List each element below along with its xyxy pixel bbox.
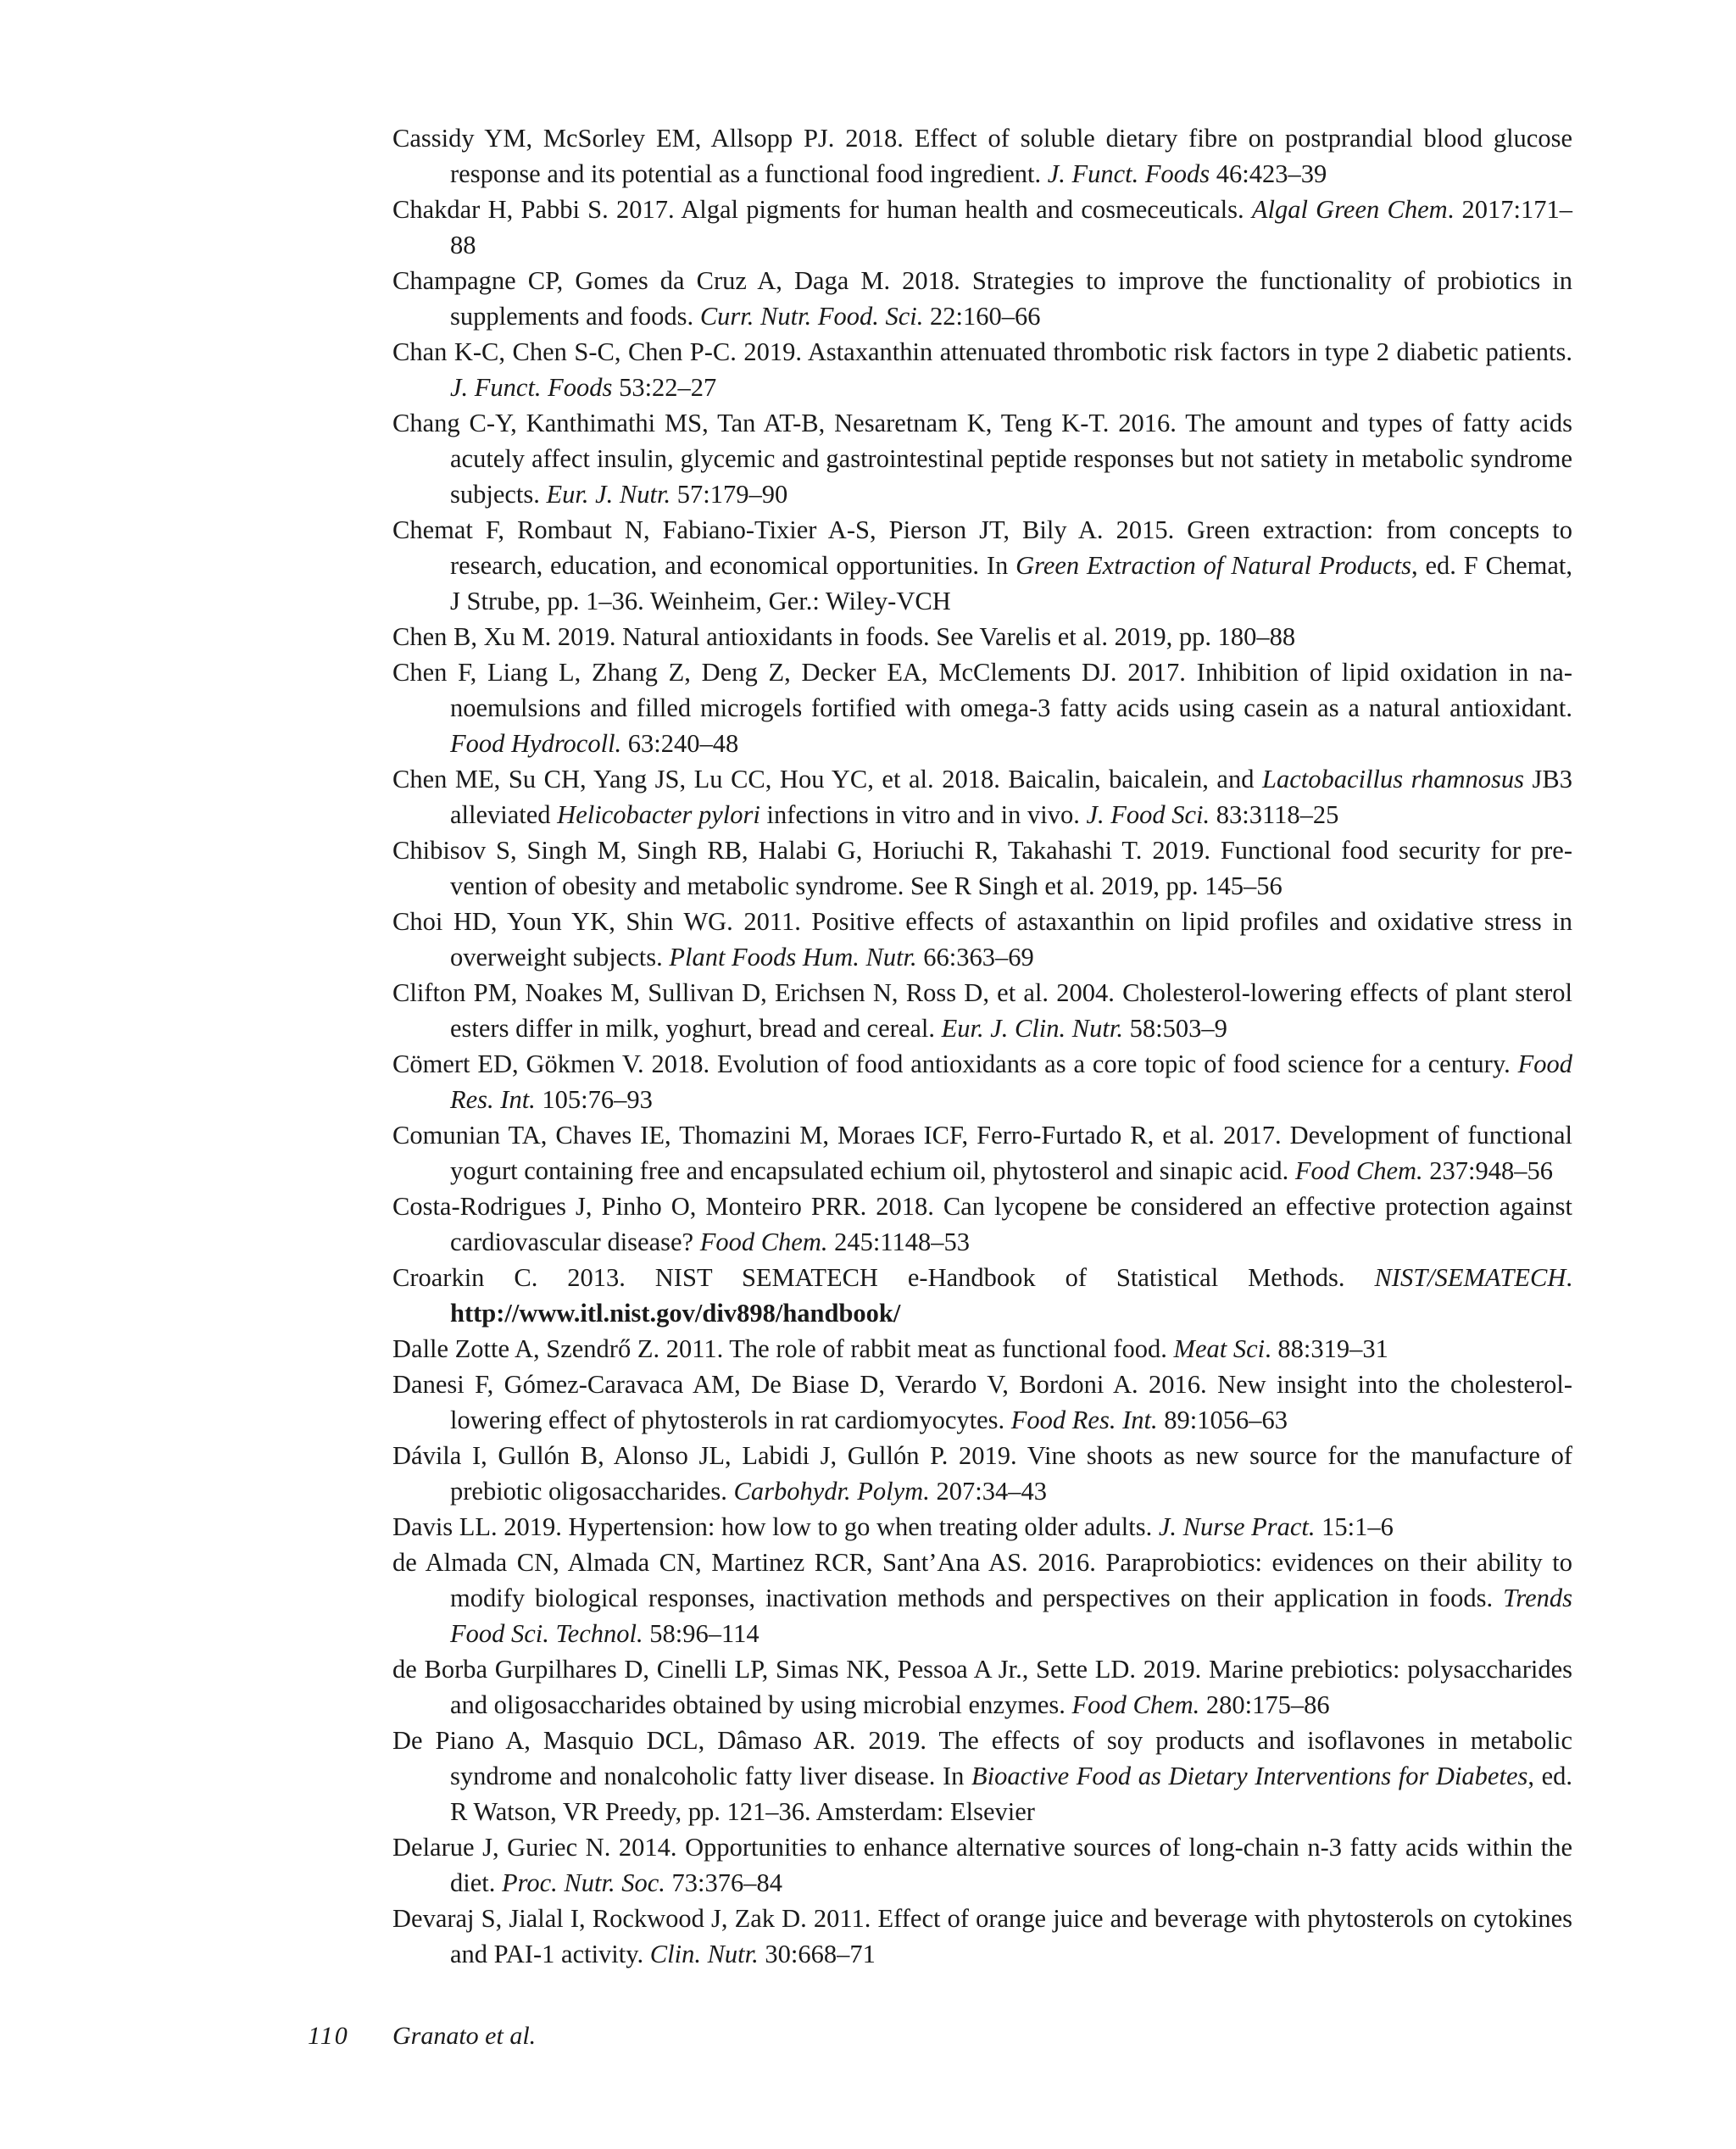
reference-text: Dávila I, Gullón B, Alonso JL, Labidi J, Gullón P. 2019. Vine shoots as new source for the manufacture of prebiotic oligosaccharides. (392, 1441, 1572, 1506)
reference-text: 89:1056–63 (1157, 1406, 1288, 1434)
reference-text: 57:179–90 (670, 480, 788, 509)
reference-text: , ed. F Chemat, J Strube, pp. 1–36. Weinheim, Ger.: Wiley-VCH (450, 551, 1573, 615)
reference-text: . 88:319–31 (1265, 1334, 1388, 1363)
reference-entry (392, 192, 1572, 263)
reference-italic-text: Clin. Nutr. (649, 1940, 759, 1968)
reference-entry (392, 904, 1572, 975)
reference-italic-text: Eur. J. Nutr. (546, 480, 671, 509)
reference-url[interactable]: http://www.itl.nist.gov/div898/handbook/ (450, 1299, 901, 1328)
reference-italic-text: Curr. Nutr. Food. Sci. (699, 302, 924, 331)
reference-text: 15:1–6 (1315, 1512, 1394, 1541)
reference-text: de Almada CN, Almada CN, Martinez RCR, Sant’Ana AS. 2016. Paraprobiotics: evidences on their ability to modify biological responses, inactivation methods and perspectives on their application in foods. (392, 1548, 1572, 1612)
reference-text: 105:76–93 (535, 1085, 653, 1114)
reference-text: 58:96–114 (643, 1619, 760, 1648)
reference-entry (392, 975, 1572, 1046)
reference-entry (392, 405, 1572, 512)
reference-text: Danesi F, Gómez-Caravaca AM, De Biase D, Verardo V, Bordoni A. 2016. New insight into the cholesterol-lowering effect of phytosterols in rat cardiomyocytes. (392, 1370, 1572, 1434)
reference-entry (392, 1117, 1572, 1189)
reference-italic-text: Algal Green Chem (1251, 195, 1448, 224)
reference-entry (392, 1046, 1572, 1117)
reference-text: . 2017:171–88 (450, 195, 1572, 259)
reference-entry (392, 1829, 1572, 1901)
reference-italic-text: Food Res. Int. (1010, 1406, 1158, 1434)
reference-entry (392, 654, 1572, 761)
reference-entry (392, 1509, 1572, 1545)
reference-text: 73:376–84 (665, 1868, 782, 1897)
reference-entry (392, 512, 1572, 619)
reference-italic-text: Proc. Nutr. Soc. (502, 1868, 665, 1897)
page-number: 110 (308, 2022, 349, 2050)
reference-entry (392, 761, 1572, 832)
reference-italic-text: J. Funct. Foods (450, 373, 613, 402)
reference-text: Champagne CP, Gomes da Cruz A, Daga M. 2018. Strategies to improve the functionality of probiotics in supplements and foods. (392, 266, 1572, 331)
reference-entry (392, 1723, 1572, 1829)
reference-italic-text: Lactobacillus rhamnosus (1262, 765, 1524, 793)
reference-text: 280:175–86 (1199, 1690, 1330, 1719)
reference-italic-text: Food Res. Int. (450, 1049, 1572, 1114)
reference-text: Costa-Rodrigues J, Pinho O, Monteiro PRR. 2018. Can lycopene be considered an effective protection against cardiovascular disease? (392, 1192, 1572, 1256)
reference-list (392, 120, 1572, 1972)
reference-italic-text: Plant Foods Hum. Nutr. (669, 943, 917, 972)
reference-italic-text: J. Funct. Foods (1047, 159, 1210, 188)
reference-italic-text: J. Food Sci. (1086, 800, 1210, 829)
reference-text: Croarkin C. 2013. NIST SEMATECH e-Handbook of Statistical Methods. (392, 1263, 1375, 1292)
reference-text: Davis LL. 2019. Hypertension: how low to go when treating older adults. (392, 1512, 1159, 1541)
reference-text: Chibisov S, Singh M, Singh RB, Halabi G, Horiuchi R, Takahashi T. 2019. Functional food security for prevention of obesity and metabolic syndrome. See R Singh et al. 2019, pp. 145–56 (392, 836, 1572, 900)
reference-text: 22:160–66 (923, 302, 1041, 331)
reference-entry (392, 1651, 1572, 1723)
reference-italic-text: Trends Food Sci. Technol. (450, 1584, 1572, 1648)
reference-italic-text: Meat Sci (1173, 1334, 1266, 1363)
reference-text: 245:1148–53 (827, 1228, 970, 1256)
reference-italic-text: Green Extraction of Natural Products (1015, 551, 1411, 580)
reference-text: De Piano A, Masquio DCL, Dâmaso AR. 2019. The effects of soy products and isoflavones in metabolic syndrome and nonalcoholic fatty liver disease. In (392, 1726, 1572, 1790)
page-footer (308, 2022, 536, 2051)
reference-text: . (1566, 1263, 1572, 1292)
reference-text: Chen B, Xu M. 2019. Natural antioxidants in foods. See Varelis et al. 2019, pp. 180–88 (392, 622, 1296, 651)
reference-entry (392, 832, 1572, 904)
reference-text: Chan K-C, Chen S-C, Chen P-C. 2019. Astaxanthin attenuated thrombotic risk factors in type 2 diabetic patients. (392, 337, 1572, 366)
reference-italic-text: J. Nurse Pract. (1158, 1512, 1316, 1541)
reference-entry (392, 619, 1572, 654)
reference-text: de Borba Gurpilhares D, Cinelli LP, Simas NK, Pessoa A Jr., Sette LD. 2019. Marine prebiotics: polysaccharides and oligosaccharides obtained by using microbial enzymes. (392, 1655, 1572, 1719)
reference-entry (392, 263, 1572, 334)
reference-text: 63:240–48 (621, 729, 739, 758)
reference-entry (392, 1331, 1572, 1367)
reference-text: 83:3118–25 (1210, 800, 1339, 829)
reference-entry (392, 1545, 1572, 1651)
reference-text: Chang C-Y, Kanthimathi MS, Tan AT-B, Nesaretnam K, Teng K-T. 2016. The amount and types of fatty acids acutely affect insulin, glycemic and gastrointestinal peptide responses but not satiety in metabolic syndrome subjects. (392, 409, 1572, 509)
reference-text: Cassidy YM, McSorley EM, Allsopp PJ. 2018. Effect of soluble dietary fibre on postprandial blood glucose response and its potential as a functional food ingredient. (392, 124, 1572, 188)
reference-entry (392, 1189, 1572, 1260)
reference-text: infections in vitro and in vivo. (760, 800, 1087, 829)
reference-italic-text: Helicobacter pylori (557, 800, 760, 829)
reference-text: Cömert ED, Gökmen V. 2018. Evolution of food antioxidants as a core topic of food science for a century. (392, 1049, 1518, 1078)
reference-text: 66:363–69 (916, 943, 1034, 972)
reference-text: Choi HD, Youn YK, Shin WG. 2011. Positive effects of astaxanthin on lipid profiles and oxidative stress in overweight subjects. (392, 907, 1572, 972)
reference-text: 207:34–43 (929, 1477, 1047, 1506)
reference-text: 237:948–56 (1422, 1156, 1554, 1185)
reference-entry (392, 120, 1572, 192)
reference-text: 53:22–27 (612, 373, 717, 402)
reference-italic-text: Bioactive Food as Dietary Interventions for Diabetes (971, 1762, 1528, 1790)
reference-entry (392, 1260, 1572, 1331)
reference-italic-text: Food Chem. (699, 1228, 828, 1256)
reference-text: Clifton PM, Noakes M, Sullivan D, Erichsen N, Ross D, et al. 2004. Cholesterol-lowering effects of plant sterol esters differ in milk, yoghurt, bread and cereal. (392, 978, 1572, 1043)
reference-text: Comunian TA, Chaves IE, Thomazini M, Moraes ICF, Ferro-Furtado R, et al. 2017. Development of functional yogurt containing free and encapsulated echium oil, phytosterol and sinapic acid. (392, 1121, 1572, 1185)
reference-text: Chakdar H, Pabbi S. 2017. Algal pigments for human health and cosmeceuticals. (392, 195, 1252, 224)
reference-text: Chen ME, Su CH, Yang JS, Lu CC, Hou YC, et al. 2018. Baicalin, baicalein, and (392, 765, 1263, 793)
reference-text: Delarue J, Guriec N. 2014. Opportunities to enhance alternative sources of long-chain n-3 fatty acids within the diet. (392, 1833, 1572, 1897)
reference-italic-text: Food Chem. (1071, 1690, 1200, 1719)
reference-text: Chemat F, Rombaut N, Fabiano-Tixier A-S, Pierson JT, Bily A. 2015. Green extraction: from concepts to research, education, and economical opportunities. In (392, 515, 1572, 580)
reference-italic-text: Food Hydrocoll. (450, 729, 622, 758)
reference-italic-text: Food Chem. (1294, 1156, 1423, 1185)
reference-text: 30:668–71 (758, 1940, 876, 1968)
reference-text: JB3 alleviated (450, 765, 1573, 829)
reference-italic-text: Eur. J. Clin. Nutr. (941, 1014, 1123, 1043)
reference-text: 58:503–9 (1122, 1014, 1227, 1043)
reference-italic-text: Carbohydr. Polym. (733, 1477, 930, 1506)
reference-text: Chen F, Liang L, Zhang Z, Deng Z, Decker EA, McClements DJ. 2017. Inhibition of lipid oxidation in nanoemulsions and filled microgels fortified with omega-3 fatty acids using casein as a natural antioxidant. (392, 658, 1572, 722)
reference-entry (392, 1367, 1572, 1438)
reference-entry (392, 1901, 1572, 1972)
running-head: Granato et al. (392, 2022, 537, 2050)
reference-text: Devaraj S, Jialal I, Rockwood J, Zak D. 2011. Effect of orange juice and beverage with phytosterols on cytokines and PAI-1 activity. (392, 1904, 1572, 1968)
reference-text: 46:423–39 (1210, 159, 1327, 188)
reference-entry (392, 1438, 1572, 1509)
reference-entry (392, 334, 1572, 405)
reference-text: , ed. R Watson, VR Preedy, pp. 121–36. Amsterdam: Elsevier (450, 1762, 1572, 1826)
reference-text: Dalle Zotte A, Szendrő Z. 2011. The role of rabbit meat as functional food. (392, 1334, 1174, 1363)
reference-italic-text: NIST/SEMATECH (1374, 1263, 1566, 1292)
